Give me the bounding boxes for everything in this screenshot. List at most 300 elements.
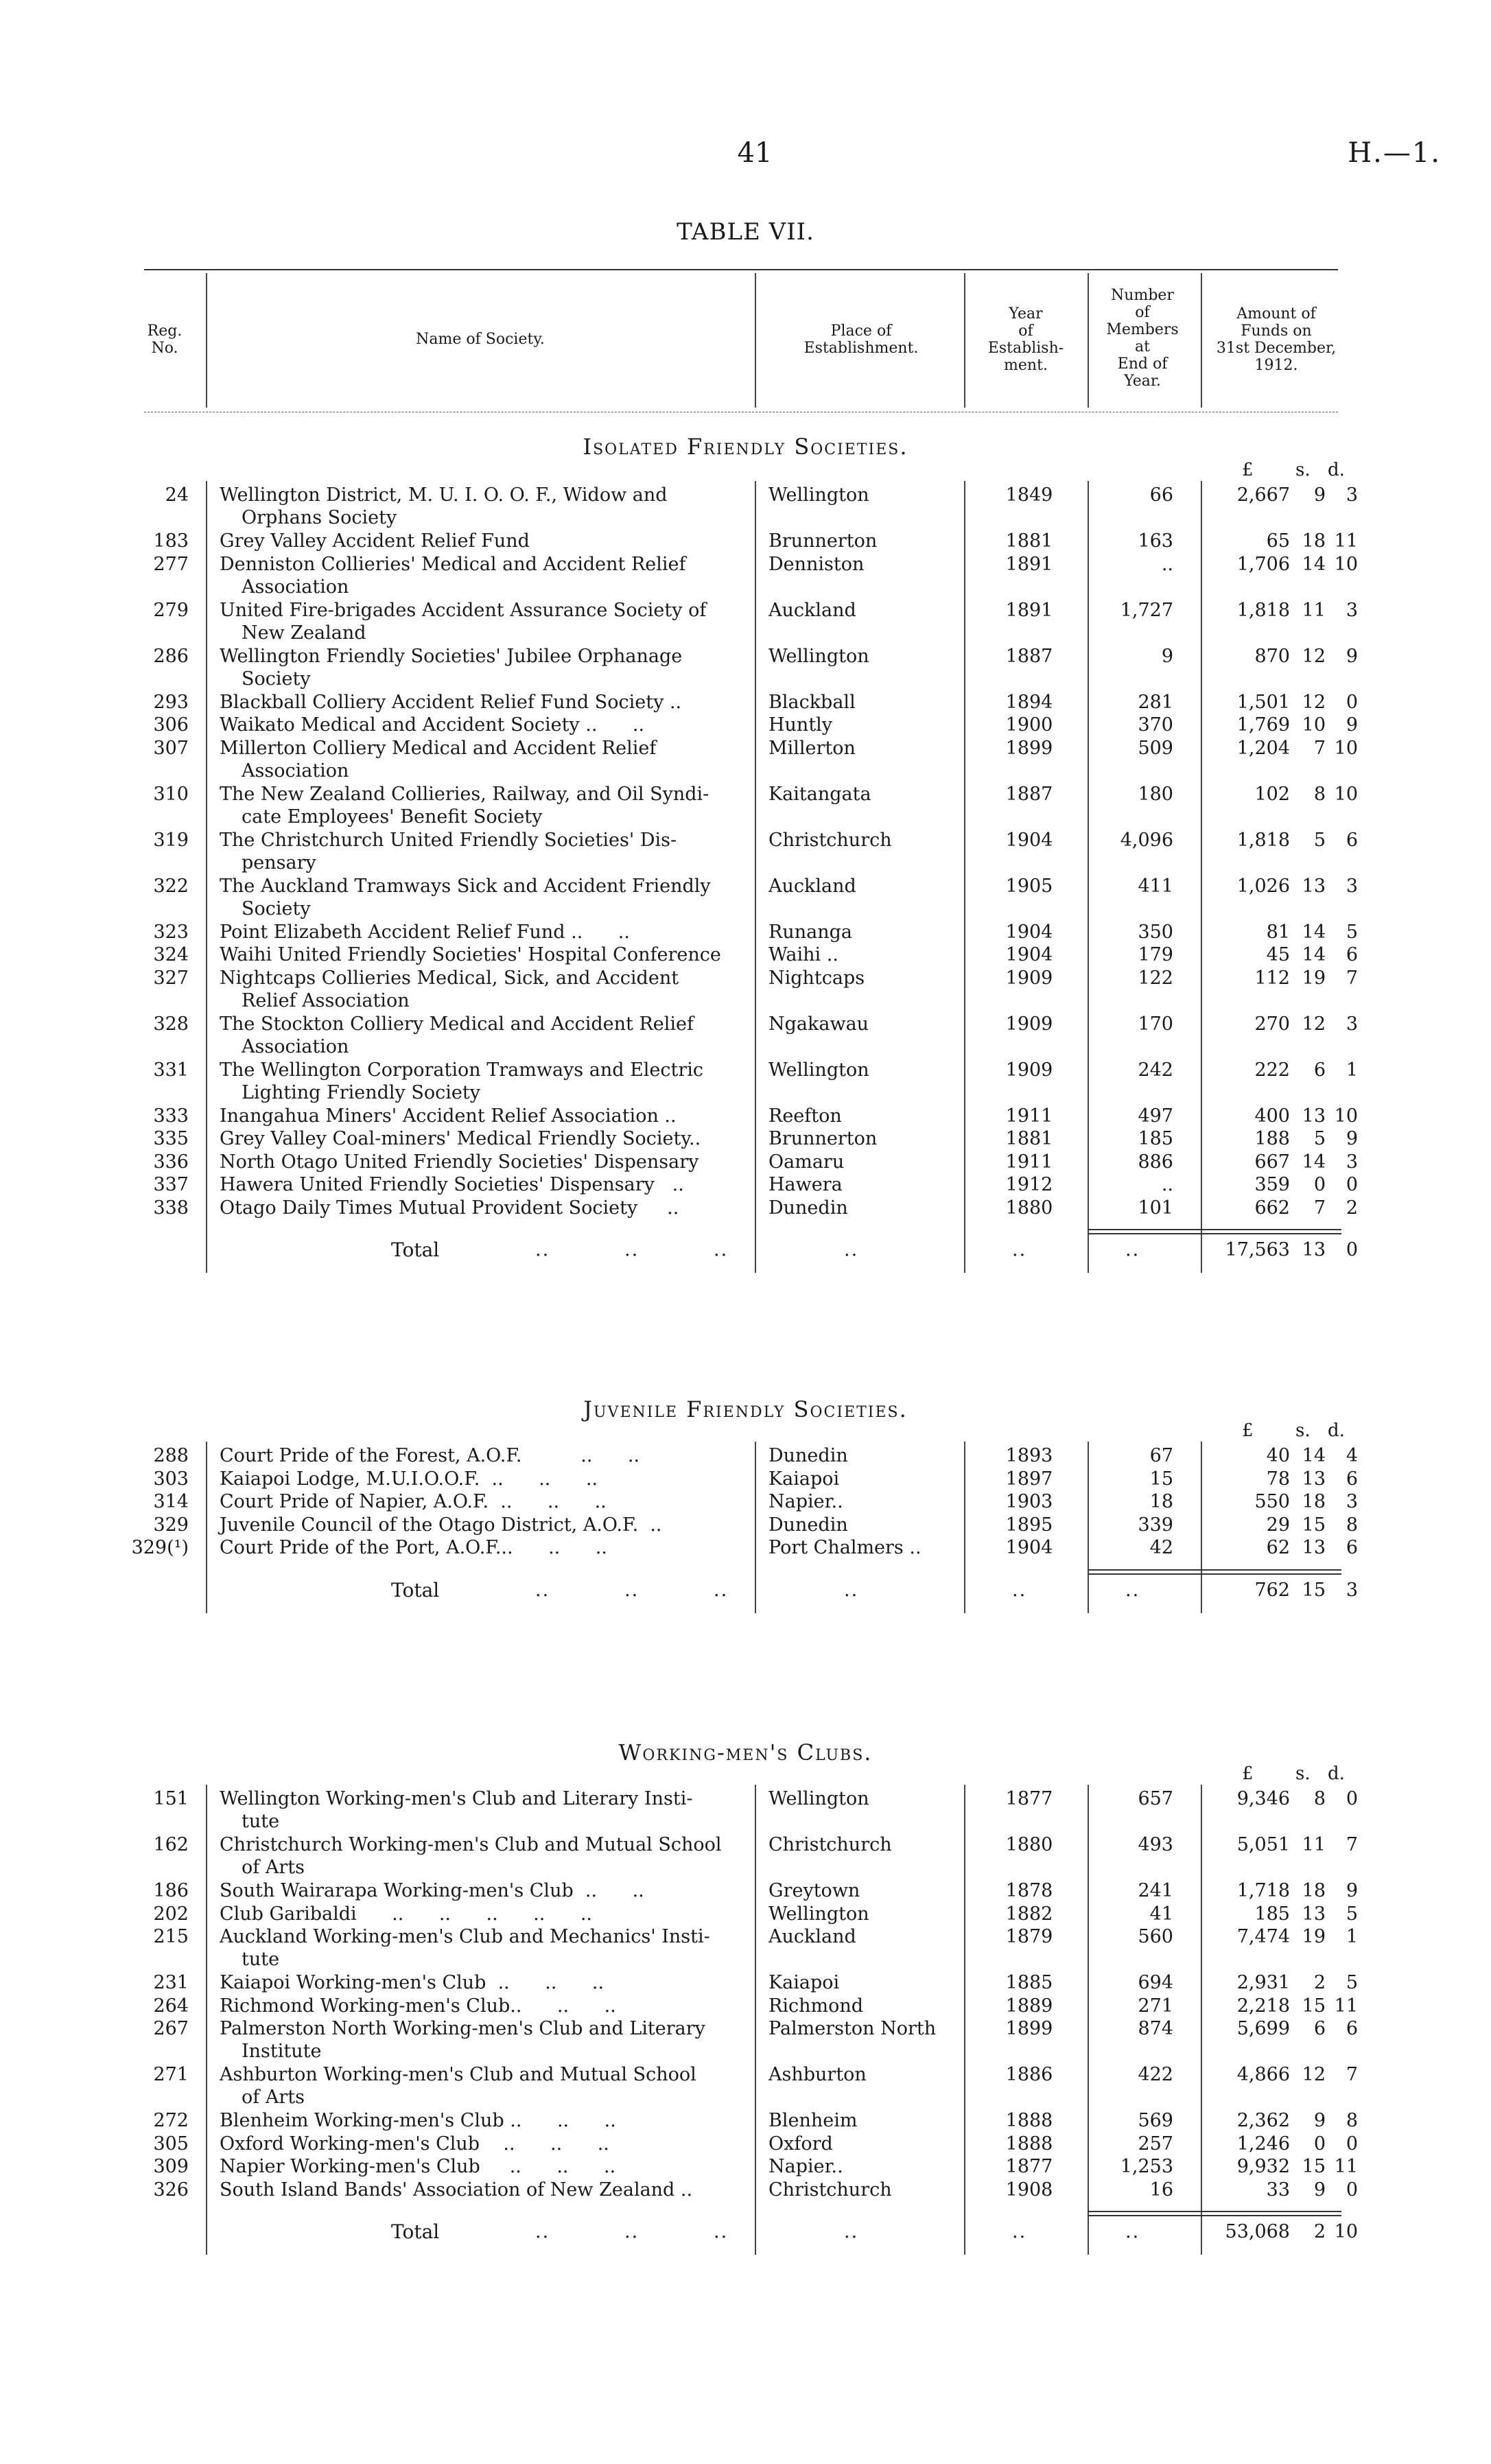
society-name [220, 943, 741, 966]
society-name-line: The Christchurch United Friendly Societies' Dis- [220, 829, 677, 851]
place-of-establishment: Brunnerton [768, 1128, 878, 1149]
header-members-line: Members [1106, 321, 1179, 338]
society-name-line: Waikato Medical and Accident Society .. .. [220, 714, 645, 736]
society-name [220, 783, 741, 828]
header-funds-line: 31st December, [1216, 340, 1337, 357]
reg-number: 322 [153, 875, 189, 897]
society-name-line: Napier Working-men's Club .. .. .. [220, 2156, 616, 2177]
place-of-establishment: Kaiapoi [768, 1972, 840, 1993]
society-name [220, 1995, 741, 2017]
funds-pence: 3 [1346, 599, 1358, 621]
column-divider [1201, 1442, 1202, 1613]
funds-pence: 6 [1346, 2018, 1358, 2039]
society-name-line: Millerton Colliery Medical and Accident Relief [220, 737, 657, 759]
reg-number: 271 [153, 2064, 189, 2085]
header-funds-line: 1912. [1254, 357, 1298, 374]
members-count: .. [1161, 553, 1173, 575]
year-established: 1882 [1005, 1903, 1053, 1925]
society-name [220, 2109, 741, 2132]
funds-pounds: 188 [1254, 1128, 1290, 1149]
members-count: 569 [1138, 2110, 1173, 2131]
society-name [220, 875, 741, 920]
funds-pence: 9 [1346, 1128, 1358, 1149]
total-pounds: 17,563 [1225, 1239, 1290, 1260]
funds-pence: 7 [1346, 967, 1358, 989]
funds-pounds: 662 [1254, 1197, 1290, 1219]
society-name-continuation: Orphans Society [242, 507, 397, 528]
total-label: Total [391, 1239, 440, 1261]
funds-pounds: 270 [1254, 1013, 1290, 1035]
society-name-line: Kaiapoi Working-men's Club .. .. .. [220, 1972, 604, 1993]
members-count: 18 [1149, 1491, 1173, 1512]
society-name-line: Club Garibaldi .. .. .. .. .. [220, 1903, 592, 1925]
funds-pounds: 78 [1266, 1468, 1290, 1490]
members-count: 241 [1138, 1880, 1173, 1901]
column-divider [1201, 481, 1202, 1273]
funds-pence: 2 [1346, 1197, 1358, 1219]
society-name [220, 1059, 741, 1104]
funds-pence: 1 [1346, 1926, 1358, 1947]
funds-pence: 11 [1334, 2156, 1358, 2177]
reg-number: 305 [153, 2133, 189, 2155]
reg-number: 267 [153, 2018, 189, 2039]
members-count: 560 [1138, 1926, 1173, 1947]
total-pence: 10 [1334, 2221, 1358, 2242]
place-of-establishment: Dunedin [768, 1514, 848, 1536]
society-name [220, 1879, 741, 1902]
total-pounds: 53,068 [1225, 2221, 1290, 2242]
currency-pounds-label: £ [1242, 1763, 1254, 1784]
leader-dots: .. [714, 1579, 729, 1601]
society-name [220, 2133, 741, 2155]
members-count: 874 [1138, 2018, 1173, 2039]
header-divider [206, 273, 207, 408]
funds-pounds: 7,474 [1236, 1926, 1290, 1947]
place-of-establishment: Millerton [768, 737, 856, 759]
funds-pounds: 1,204 [1236, 737, 1290, 759]
funds-shillings: 13 [1302, 1537, 1326, 1558]
society-name-line: Grey Valley Accident Relief Fund [220, 530, 530, 552]
header-name-text: Name of Society. [416, 331, 545, 348]
funds-shillings: 9 [1313, 484, 1326, 506]
funds-pence: 11 [1334, 1995, 1358, 2017]
funds-pence: 4 [1346, 1445, 1358, 1466]
year-established: 1887 [1005, 645, 1053, 667]
year-established: 1909 [1005, 1059, 1053, 1081]
funds-shillings: 13 [1302, 875, 1326, 897]
funds-pounds: 5,051 [1236, 1834, 1290, 1855]
header-year [967, 305, 1084, 374]
leader-dots: .. [535, 2221, 550, 2242]
funds-pence: 3 [1346, 484, 1358, 506]
year-established: 1886 [1005, 2064, 1053, 2085]
members-count: 16 [1149, 2179, 1173, 2201]
total-pence: 0 [1346, 1239, 1358, 1260]
year-established: 1849 [1005, 484, 1053, 506]
year-established: 1912 [1005, 1174, 1053, 1195]
header-divider [755, 273, 756, 408]
year-established: 1899 [1005, 737, 1053, 759]
society-name [220, 2179, 741, 2201]
currency-pounds-label: £ [1242, 460, 1254, 480]
place-of-establishment: Christchurch [768, 2179, 892, 2201]
society-name-line: The Auckland Tramways Sick and Accident Friendly [220, 875, 711, 897]
reg-number: 314 [153, 1491, 189, 1512]
society-name-line: South Island Bands' Association of New Zealand .. [220, 2179, 693, 2201]
society-name-line: Wellington District, M. U. I. O. O. F., Widow and [220, 484, 668, 506]
members-count: 67 [1149, 1445, 1173, 1466]
members-count: 4,096 [1120, 829, 1173, 851]
funds-shillings: 12 [1302, 691, 1326, 713]
column-divider [1088, 1442, 1089, 1613]
year-established: 1880 [1005, 1197, 1053, 1219]
society-name-line: North Otago United Friendly Societies' Dispensary [220, 1151, 699, 1173]
funds-shillings: 11 [1302, 599, 1326, 621]
members-count: 15 [1149, 1468, 1173, 1490]
society-name-line: Blackball Colliery Accident Relief Fund Society .. [220, 691, 682, 713]
funds-shillings: 11 [1302, 1834, 1326, 1855]
column-divider [964, 1785, 965, 2255]
funds-pounds: 81 [1266, 921, 1290, 943]
leader-dots: .. [535, 1239, 550, 1260]
header-divider [1088, 273, 1089, 408]
place-of-establishment: Richmond [768, 1995, 864, 2017]
total-label: Total [391, 2220, 440, 2243]
total-shillings: 13 [1302, 1239, 1326, 1260]
column-divider [206, 1785, 207, 2255]
year-established: 1877 [1005, 2156, 1053, 2177]
reg-number: 286 [153, 645, 189, 667]
society-name-line: The Stockton Colliery Medical and Accident Relief [220, 1013, 694, 1035]
total-rule [1088, 1229, 1341, 1230]
funds-shillings: 14 [1302, 1445, 1326, 1466]
year-established: 1894 [1005, 691, 1053, 713]
leader-dots: .. [1012, 2221, 1027, 2242]
funds-pounds: 2,362 [1236, 2110, 1290, 2131]
funds-shillings: 18 [1302, 1491, 1326, 1512]
currency-pence-label: d. [1328, 460, 1345, 480]
leader-dots: .. [624, 1579, 639, 1601]
funds-shillings: 7 [1313, 1197, 1326, 1219]
reg-number: 319 [153, 829, 189, 851]
place-of-establishment: Blackball [768, 691, 856, 713]
society-name-continuation: tute [242, 1949, 280, 1970]
funds-pounds: 550 [1254, 1491, 1290, 1512]
place-of-establishment: Christchurch [768, 1834, 892, 1855]
year-established: 1885 [1005, 1972, 1053, 1993]
reg-number: 288 [153, 1445, 189, 1466]
header-name [220, 331, 741, 348]
members-count: 657 [1138, 1788, 1173, 1809]
funds-pence: 8 [1346, 2110, 1358, 2131]
total-label: Total [391, 1578, 440, 1601]
place-of-establishment: Oxford [768, 2133, 833, 2155]
funds-shillings: 14 [1302, 553, 1326, 575]
total-rule [1088, 2215, 1341, 2216]
members-count: 1,727 [1120, 599, 1173, 621]
funds-pence: 0 [1346, 1174, 1358, 1195]
funds-shillings: 12 [1302, 645, 1326, 667]
funds-shillings: 0 [1313, 2133, 1326, 2155]
society-name [220, 1173, 741, 1196]
column-divider [1088, 481, 1089, 1273]
year-established: 1893 [1005, 1445, 1053, 1466]
funds-pounds: 1,501 [1236, 691, 1290, 713]
header-place-line: Place of [830, 322, 892, 340]
reg-number: 162 [153, 1834, 189, 1855]
reg-number: 272 [153, 2110, 189, 2131]
leader-dots: .. [844, 1579, 859, 1601]
funds-shillings: 8 [1313, 1788, 1326, 1809]
place-of-establishment: Auckland [768, 1926, 856, 1947]
column-divider [964, 1442, 965, 1613]
header-year-line: Year [1009, 305, 1043, 322]
currency-pence-label: d. [1328, 1420, 1345, 1441]
society-name-line: Wellington Working-men's Club and Literary Insti- [220, 1788, 693, 1809]
year-established: 1897 [1005, 1468, 1053, 1490]
funds-pence: 11 [1334, 530, 1358, 552]
column-divider [755, 481, 756, 1273]
year-established: 1891 [1005, 599, 1053, 621]
place-of-establishment: Port Chalmers .. [768, 1537, 921, 1558]
place-of-establishment: Brunnerton [768, 530, 878, 552]
column-divider [755, 1442, 756, 1613]
funds-pence: 8 [1346, 1514, 1358, 1536]
place-of-establishment: Auckland [768, 599, 856, 621]
header-members-line: Number [1111, 287, 1174, 304]
funds-pence: 3 [1346, 1151, 1358, 1173]
place-of-establishment: Kaitangata [768, 783, 871, 805]
header-top-rule [144, 269, 1338, 270]
members-count: .. [1161, 1174, 1173, 1195]
reg-number: 279 [153, 599, 189, 621]
society-name-line: Denniston Collieries' Medical and Accident Relief [220, 553, 686, 575]
members-count: 180 [1138, 783, 1173, 805]
column-divider [964, 481, 965, 1273]
funds-pence: 9 [1346, 645, 1358, 667]
place-of-establishment: Napier.. [768, 2156, 843, 2177]
members-count: 42 [1149, 1537, 1173, 1558]
funds-pence: 7 [1346, 1834, 1358, 1855]
funds-pence: 9 [1346, 1880, 1358, 1901]
society-name-line: Waihi United Friendly Societies' Hospital Conference [220, 944, 721, 965]
society-name [220, 2155, 741, 2178]
funds-shillings: 14 [1302, 921, 1326, 943]
funds-shillings: 8 [1313, 783, 1326, 805]
funds-pence: 6 [1346, 1537, 1358, 1558]
header-divider [964, 273, 965, 408]
reg-number: 183 [153, 530, 189, 552]
header-members-line: End of [1117, 355, 1168, 373]
column-divider [755, 1785, 756, 2255]
society-name-line: Christchurch Working-men's Club and Mutual School [220, 1834, 722, 1855]
funds-shillings: 5 [1313, 1128, 1326, 1149]
society-name-continuation: Association [242, 576, 349, 598]
funds-shillings: 10 [1302, 714, 1326, 736]
place-of-establishment: Wellington [768, 1788, 869, 1809]
society-name [220, 1536, 741, 1559]
society-name [220, 1490, 741, 1513]
funds-shillings: 5 [1313, 829, 1326, 851]
funds-shillings: 6 [1313, 2018, 1326, 2039]
funds-pence: 7 [1346, 2064, 1358, 2085]
leader-dots: .. [624, 1239, 639, 1260]
leader-dots: .. [1125, 1239, 1140, 1260]
funds-shillings: 9 [1313, 2179, 1326, 2201]
members-count: 242 [1138, 1059, 1173, 1081]
funds-pounds: 1,026 [1236, 875, 1290, 897]
year-established: 1879 [1005, 1926, 1053, 1947]
society-name [220, 1925, 741, 1971]
funds-pounds: 62 [1266, 1537, 1290, 1558]
funds-pounds: 9,932 [1236, 2156, 1290, 2177]
year-established: 1908 [1005, 2179, 1053, 2201]
header-place-line: Establishment. [803, 340, 919, 357]
members-count: 886 [1138, 1151, 1173, 1173]
currency-shillings-label: s. [1295, 460, 1311, 480]
society-name [220, 1444, 741, 1467]
society-name-line: Oxford Working-men's Club .. .. .. [220, 2133, 609, 2155]
year-established: 1888 [1005, 2133, 1053, 2155]
funds-pounds: 29 [1266, 1514, 1290, 1536]
funds-pence: 1 [1346, 1059, 1358, 1081]
members-count: 9 [1161, 645, 1173, 667]
header-year-line: Establish- [987, 340, 1064, 357]
leader-dots: .. [714, 1239, 729, 1260]
funds-pence: 3 [1346, 875, 1358, 897]
funds-shillings: 9 [1313, 2110, 1326, 2131]
society-name-continuation: tute [242, 1811, 280, 1832]
currency-shillings-label: s. [1295, 1420, 1311, 1441]
funds-shillings: 15 [1302, 1995, 1326, 2017]
reg-number: 329 [153, 1514, 189, 1536]
members-count: 122 [1138, 967, 1173, 989]
society-name [220, 2017, 741, 2063]
funds-shillings: 6 [1313, 1059, 1326, 1081]
year-established: 1895 [1005, 1514, 1053, 1536]
funds-pounds: 359 [1254, 1174, 1290, 1195]
place-of-establishment: Nightcaps [768, 967, 865, 989]
reg-number: 231 [153, 1972, 189, 1993]
header-members-line: at [1135, 338, 1150, 355]
members-count: 1,253 [1120, 2156, 1173, 2177]
header-reg-line: Reg. [147, 322, 183, 340]
funds-pounds: 65 [1266, 530, 1290, 552]
funds-pounds: 45 [1266, 944, 1290, 965]
society-name-line: Wellington Friendly Societies' Jubilee Orphanage [220, 645, 683, 667]
reg-number: 333 [153, 1105, 189, 1127]
funds-pounds: 4,866 [1236, 2064, 1290, 2085]
funds-pounds: 1,246 [1236, 2133, 1290, 2155]
society-name [220, 1105, 741, 1127]
funds-pounds: 5,699 [1236, 2018, 1290, 2039]
column-divider [206, 1442, 207, 1613]
funds-pounds: 1,706 [1236, 553, 1290, 575]
society-name-line: Kaiapoi Lodge, M.U.I.O.O.F. .. .. .. [220, 1468, 598, 1490]
leader-dots: .. [1125, 2221, 1140, 2242]
society-name-continuation: Relief Association [242, 989, 410, 1011]
table-title: TABLE VII. [677, 218, 814, 246]
funds-pounds: 1,818 [1236, 599, 1290, 621]
place-of-establishment: Dunedin [768, 1445, 848, 1466]
year-established: 1889 [1005, 1995, 1053, 2017]
funds-shillings: 13 [1302, 1105, 1326, 1127]
funds-pence: 10 [1334, 1105, 1358, 1127]
total-shillings: 15 [1302, 1579, 1326, 1601]
society-name-continuation: pensary [242, 852, 316, 873]
year-established: 1903 [1005, 1491, 1053, 1512]
society-name-line: Richmond Working-men's Club.. .. .. [220, 1995, 616, 2017]
society-name [220, 921, 741, 943]
society-name [220, 2063, 741, 2109]
header-members-line: Year. [1124, 373, 1161, 390]
society-name-continuation: New Zealand [242, 622, 366, 644]
members-count: 422 [1138, 2064, 1173, 2085]
year-established: 1909 [1005, 1013, 1053, 1035]
society-name-line: Palmerston North Working-men's Club and Literary [220, 2018, 705, 2039]
funds-pence: 6 [1346, 1468, 1358, 1490]
funds-shillings: 15 [1302, 1514, 1326, 1536]
place-of-establishment: Christchurch [768, 829, 892, 851]
reg-number: 329(¹) [131, 1537, 189, 1558]
funds-pounds: 1,769 [1236, 714, 1290, 736]
place-of-establishment: Greytown [768, 1880, 860, 1901]
society-name-continuation: Society [242, 897, 311, 919]
reg-number: 323 [153, 921, 189, 943]
society-name-line: United Fire-brigades Accident Assurance Society of [220, 599, 707, 621]
society-name [220, 1197, 741, 1219]
funds-pounds: 667 [1254, 1151, 1290, 1173]
year-established: 1888 [1005, 2110, 1053, 2131]
reg-number: 331 [153, 1059, 189, 1081]
section-title: Juvenile Friendly Societies. [583, 1396, 908, 1422]
society-name-continuation: Lighting Friendly Society [242, 1081, 480, 1103]
society-name-continuation: of Arts [242, 1857, 305, 1878]
currency-pence-label: d. [1328, 1763, 1345, 1784]
funds-pounds: 9,346 [1236, 1788, 1290, 1809]
members-count: 694 [1138, 1972, 1173, 1993]
society-name-line: Point Elizabeth Accident Relief Fund .. .. [220, 921, 630, 943]
header-funds-line: Amount of [1236, 305, 1316, 322]
society-name-line: Nightcaps Collieries Medical, Sick, and Accident [220, 967, 679, 989]
funds-shillings: 12 [1302, 2064, 1326, 2085]
funds-pounds: 222 [1254, 1059, 1290, 1081]
section-title: Working-men's Clubs. [618, 1739, 873, 1765]
leader-dots: .. [624, 2221, 639, 2242]
year-established: 1880 [1005, 1834, 1053, 1855]
members-count: 350 [1138, 921, 1173, 943]
society-name-continuation: Society [242, 668, 311, 690]
header-year-line: ment. [1004, 357, 1048, 374]
members-count: 509 [1138, 737, 1173, 759]
society-name-line: Otago Daily Times Mutual Provident Society .. [220, 1197, 679, 1219]
members-count: 66 [1149, 484, 1173, 506]
leader-dots: .. [844, 2221, 859, 2242]
society-name-line: Auckland Working-men's Club and Mechanics' Insti- [220, 1926, 710, 1947]
funds-pence: 5 [1346, 921, 1358, 943]
members-count: 497 [1138, 1105, 1173, 1127]
reg-number: 293 [153, 691, 189, 713]
year-established: 1878 [1005, 1880, 1053, 1901]
society-name-continuation: cate Employees' Benefit Society [242, 806, 543, 828]
members-count: 170 [1138, 1013, 1173, 1035]
funds-pence: 6 [1346, 829, 1358, 851]
reg-number: 186 [153, 1880, 189, 1901]
year-established: 1891 [1005, 553, 1053, 575]
society-name-line: South Wairarapa Working-men's Club .. .. [220, 1880, 644, 1901]
funds-shillings: 13 [1302, 1468, 1326, 1490]
year-established: 1904 [1005, 944, 1053, 965]
